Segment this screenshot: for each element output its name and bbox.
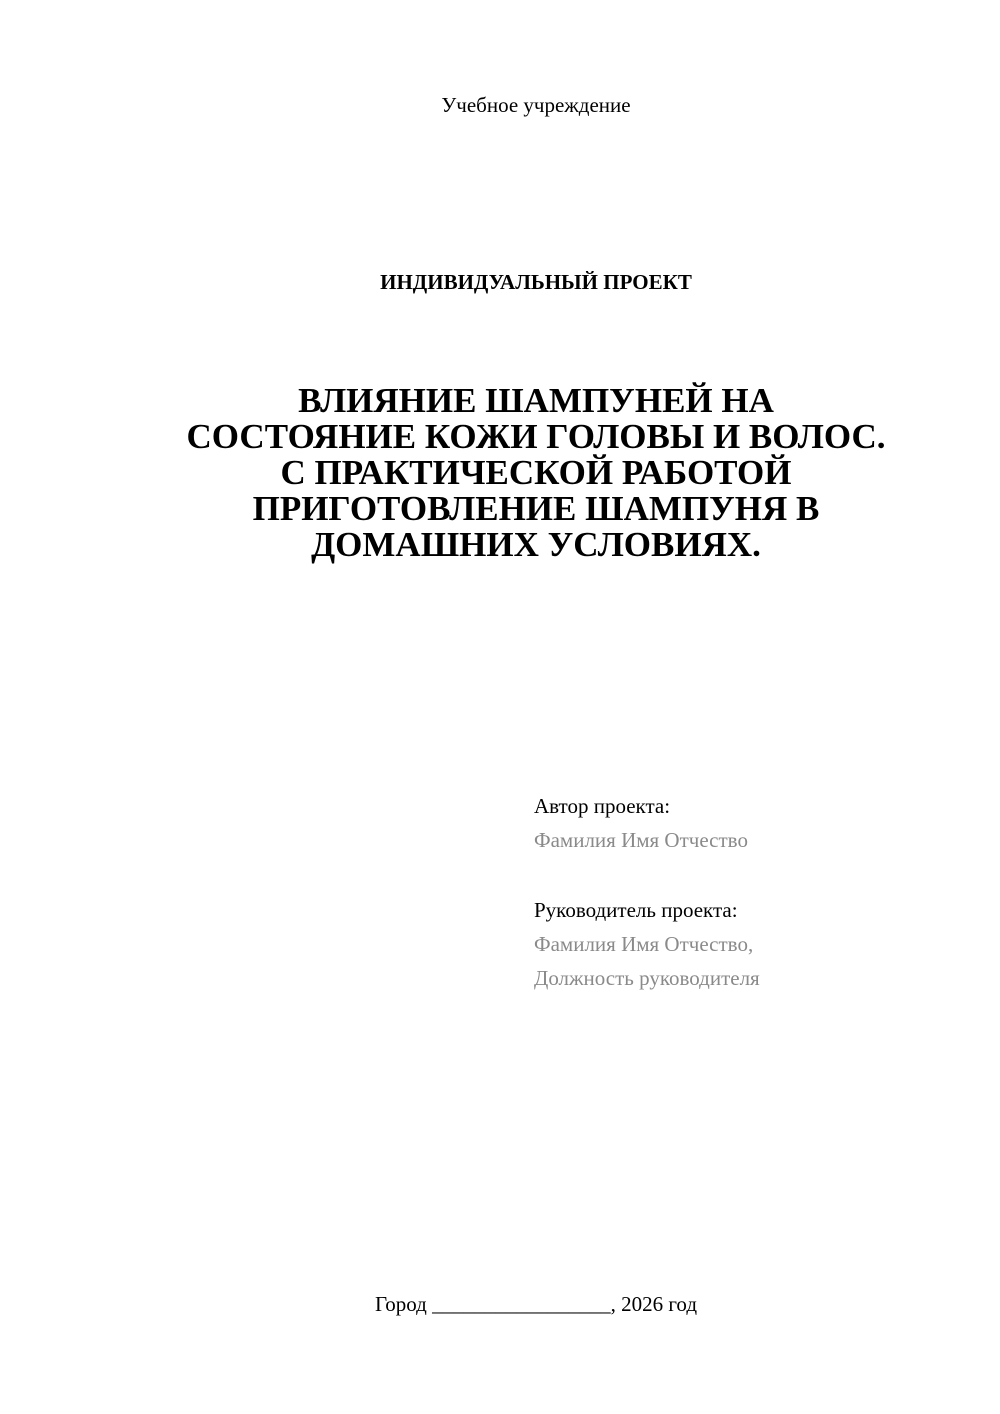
project-title-line: С ПРАКТИЧЕСКОЙ РАБОТОЙ	[280, 453, 792, 492]
supervisor-label: Руководитель проекта:	[534, 898, 738, 922]
institution-name: Учебное учреждение	[441, 93, 631, 117]
document-type: ИНДИВИДУАЛЬНЫЙ ПРОЕКТ	[380, 270, 692, 294]
project-title-line: ПРИГОТОВЛЕНИЕ ШАМПУНЯ В	[252, 489, 820, 528]
supervisor-position: Должность руководителя	[534, 966, 760, 990]
project-title-line: ВЛИЯНИЕ ШАМПУНЕЙ НА	[298, 381, 774, 420]
city-year-line: Город _________________, 2026 год	[374, 1292, 698, 1316]
credits-block	[534, 789, 760, 995]
project-title-line: ДОМАШНИХ УСЛОВИЯХ.	[311, 525, 761, 564]
credits-spacer	[534, 857, 760, 893]
project-title	[0, 383, 1000, 563]
supervisor-name: Фамилия Имя Отчество,	[534, 932, 754, 956]
author-label: Автор проекта:	[534, 794, 671, 818]
author-name: Фамилия Имя Отчество	[534, 828, 748, 852]
project-title-line: СОСТОЯНИЕ КОЖИ ГОЛОВЫ И ВОЛОС.	[186, 417, 886, 456]
